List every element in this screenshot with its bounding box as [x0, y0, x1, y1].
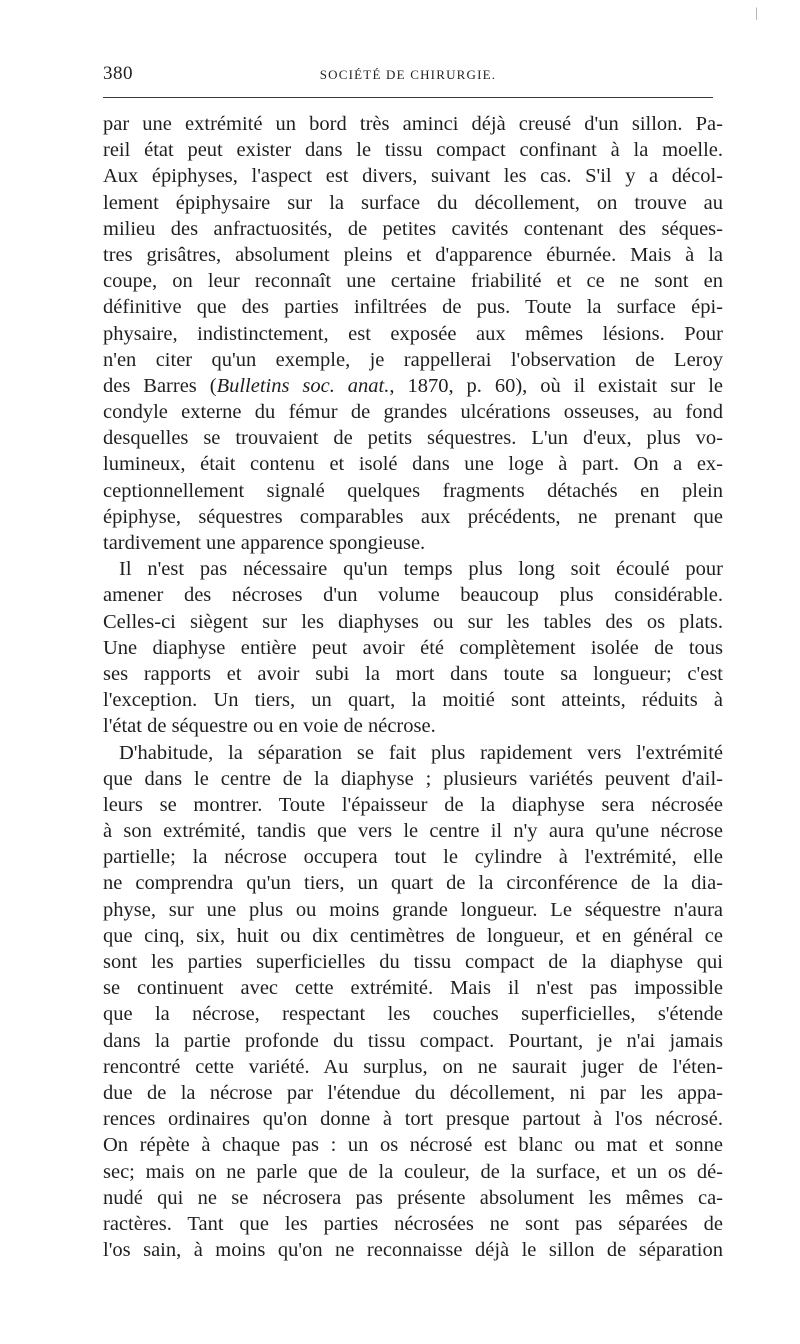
text-line: Une diaphyse entière peut avoir été complètement isolée de tous — [103, 636, 723, 659]
text-line: Il n'est pas nécessaire qu'un temps plus long soit écoulé pour — [119, 558, 723, 581]
text-line: reil état peut exister dans le tissu compact confinant à la moelle. — [103, 139, 723, 162]
text-line: que dans le centre de la diaphyse ; plusieurs variétés peuvent d'ail- — [103, 767, 723, 790]
text-line: ceptionnellement signalé quelques fragments détachés en plein — [103, 479, 723, 502]
text-line: due de la nécrose par l'étendue du décollement, ni par les appa- — [103, 1081, 723, 1104]
text-line: rences ordinaires qu'on donne à tort presque partout à l'os nécrosé. — [103, 1108, 723, 1131]
text-line: tres grisâtres, absolument pleins et d'apparence éburnée. Mais à la — [103, 243, 723, 266]
text-line: ses rapports et avoir subi la mort dans toute sa longueur; c'est — [103, 662, 723, 685]
text-line: ractères. Tant que les parties nécrosées ne sont pas séparées de — [103, 1212, 723, 1235]
running-head: SOCIÉTÉ DE CHIRURGIE. — [319, 67, 497, 82]
text-line: coupe, on leur reconnaît une certaine friabilité et ce ne sont en — [103, 270, 723, 293]
text-line: par une extrémité un bord très aminci déjà creusé d'un sillon. Pa- — [103, 113, 723, 135]
text-line: définitive que des parties infiltrées de pus. Toute la surface épi- — [103, 296, 723, 319]
body-text — [103, 111, 723, 1263]
text-line: rencontré cette variété. Au surplus, on ne saurait juger de l'éten- — [103, 1055, 723, 1078]
text-line: lumineux, était contenu et isolé dans une loge à part. On a ex- — [103, 453, 723, 476]
text-line: que la nécrose, respectant les couches superficielles, s'étende — [103, 1003, 723, 1026]
text-line: l'exception. Un tiers, un quart, la moitié sont atteints, réduits à — [103, 689, 723, 712]
text-line: à son extrémité, tandis que vers le centre il n'y aura qu'une nécrose — [103, 820, 723, 843]
citation-prefix: des Barres ( — [103, 374, 217, 397]
text-line: tardivement une apparence spongieuse. — [103, 532, 426, 554]
text-line: leurs se montrer. Toute l'épaisseur de la diaphyse sera nécrosée — [103, 793, 723, 816]
page-number: 380 — [103, 63, 133, 84]
text-line: sec; mais on ne parle que de la couleur, de la surface, et un os dé- — [103, 1160, 723, 1183]
text-line: dans la partie profonde du tissu compact. Pourtant, je n'ai jamais — [103, 1029, 723, 1052]
text-line: se continuent avec cette extrémité. Mais il n'est pas impossible — [103, 977, 723, 1000]
text-line: l'os sain, à moins qu'on ne reconnaisse déjà le sillon de séparation — [103, 1239, 723, 1262]
text-line: épiphyse, séquestres comparables aux précédents, ne prenant que — [103, 505, 723, 528]
page-corner-mark: | — [755, 6, 758, 21]
text-line: milieu des anfractuosités, de petites cavités contenant des séques- — [103, 217, 723, 240]
text-line: sont les parties superficielles du tissu compact de la diaphyse qui — [103, 951, 723, 973]
text-line: D'habitude, la séparation se fait plus rapidement vers l'extrémité — [119, 741, 723, 764]
text-line: desquelles se trouvaient de petits séquestres. L'un d'eux, plus vo- — [103, 427, 723, 450]
header-rule — [103, 97, 713, 98]
text-line-with-citation — [103, 373, 723, 399]
text-line: l'état de séquestre ou en voie de nécrose. — [103, 715, 436, 738]
text-line: ne comprendra qu'un tiers, un quart de la circonférence de la dia- — [103, 872, 723, 895]
text-line: physaire, indistinctement, est exposée aux mêmes lésions. Pour — [103, 322, 723, 345]
citation-suffix: , 1870, p. 60), où il existait sur le — [389, 374, 724, 397]
text-line: Celles-ci siègent sur les diaphyses ou sur les tables des os plats. — [103, 610, 723, 633]
text-line: n'en citer qu'un exemple, je rappellerai l'observation de Leroy — [103, 348, 723, 371]
citation-title: Bulletins soc. anat. — [216, 374, 390, 397]
text-line: partielle; la nécrose occupera tout le cylindre à l'extrémité, elle — [103, 846, 723, 869]
text-line: nudé qui ne se nécrosera pas présente absolument les mêmes ca- — [103, 1186, 723, 1209]
text-line: physe, sur une plus ou moins grande longueur. Le séquestre n'aura — [103, 898, 723, 921]
text-line: Aux épiphyses, l'aspect est divers, suivant les cas. S'il y a décol- — [103, 165, 723, 188]
text-line: amener des nécroses d'un volume beaucoup plus considérable. — [103, 584, 723, 607]
text-line: lement épiphysaire sur la surface du décollement, on trouve au — [103, 191, 723, 214]
text-line: condyle externe du fémur de grandes ulcérations osseuses, au fond — [103, 401, 723, 424]
text-line: On répète à chaque pas : un os nécrosé est blanc ou mat et sonne — [103, 1134, 723, 1157]
page-header — [103, 63, 713, 87]
text-line: que cinq, six, huit ou dix centimètres de longueur, et en général ce — [103, 924, 723, 947]
